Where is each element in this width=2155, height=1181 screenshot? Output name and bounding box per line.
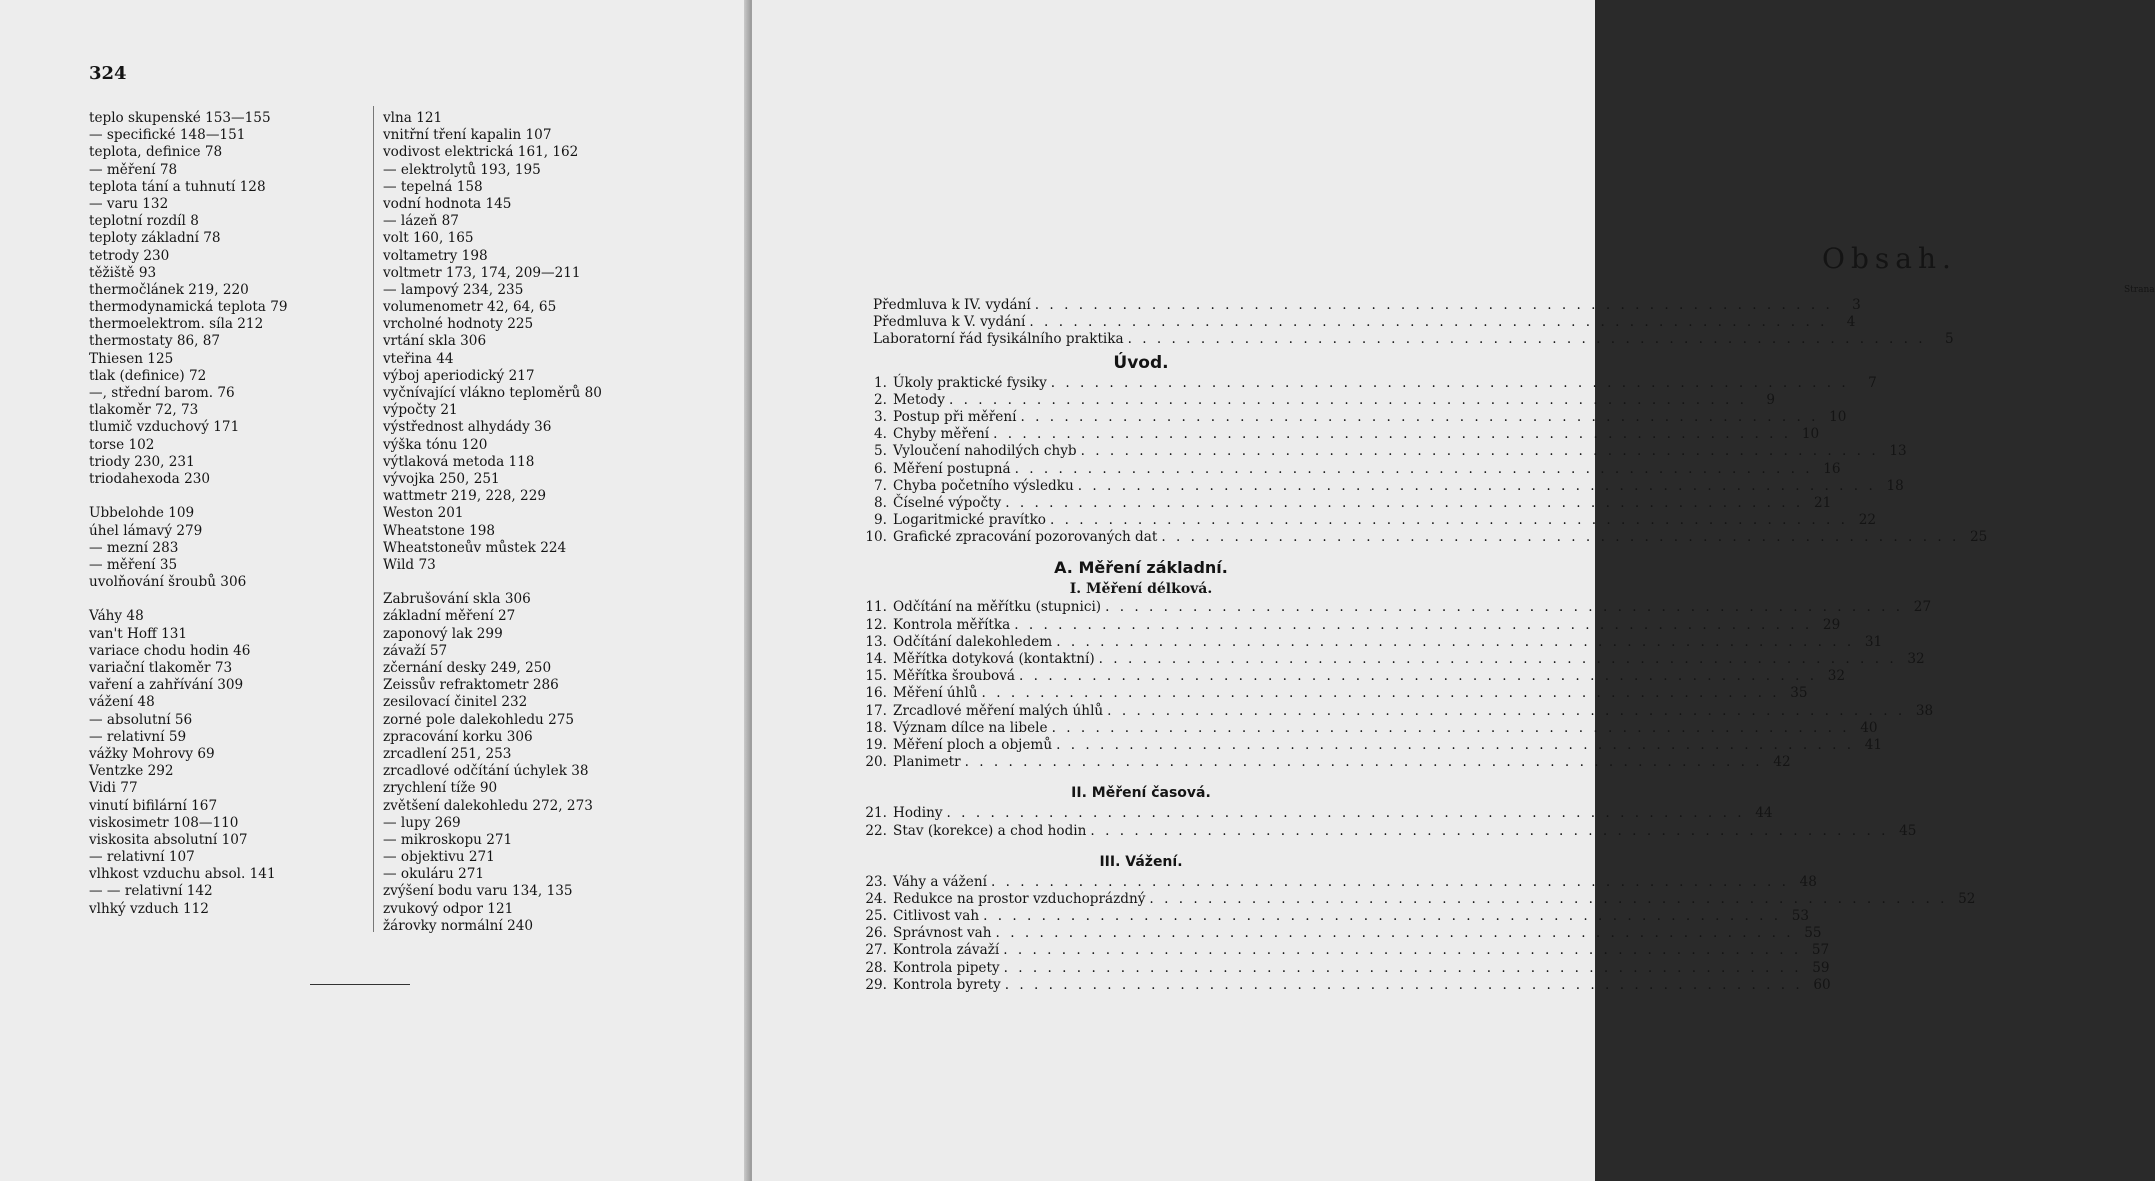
index-entry: — lázeň 87 xyxy=(383,213,459,230)
toc-entry-title: Kontrola pipety xyxy=(893,959,1000,976)
index-entry: voltmetr 173, 174, 209—211 xyxy=(383,264,581,281)
toc-entry xyxy=(861,633,1883,651)
index-entry: tlakoměr 72, 73 xyxy=(89,402,199,419)
toc-entry-page: 9 xyxy=(1766,391,1775,408)
toc-entry xyxy=(861,822,1917,840)
index-entry: triody 230, 231 xyxy=(89,453,195,470)
index-entry: zesilovací činitel 232 xyxy=(383,694,528,711)
dot-leader xyxy=(1149,891,1947,908)
toc-entry-number: 22. xyxy=(865,822,887,839)
toc-entry xyxy=(861,443,1907,460)
toc-entry-number: 9. xyxy=(874,512,887,529)
dot-leader xyxy=(1078,478,1876,495)
toc-entry-page: 29 xyxy=(1822,616,1841,633)
toc-entry-page: 21 xyxy=(1813,494,1832,511)
index-entry: — lupy 269 xyxy=(383,814,461,831)
toc-entry-page: 32 xyxy=(1827,668,1846,685)
toc-entry-page: 18 xyxy=(1886,477,1904,494)
toc-entry-number: 25. xyxy=(865,908,887,925)
toc-entry-page: 40 xyxy=(1860,719,1878,736)
toc-entry-title: Chyba početního výsledku xyxy=(893,477,1074,494)
index-entry: — měření 35 xyxy=(89,556,178,573)
index-entry: variace chodu hodin 46 xyxy=(89,642,251,659)
toc-entry xyxy=(861,890,1976,908)
toc-entry-title: Váhy a vážení xyxy=(893,873,987,890)
toc-entry-page: 7 xyxy=(1868,374,1877,391)
index-entry: — okuláru 271 xyxy=(383,866,485,883)
index-gap xyxy=(89,488,288,505)
toc-entry-number: 21. xyxy=(865,805,887,822)
toc-entry xyxy=(861,460,1841,478)
toc-entry-page: 5 xyxy=(1944,331,1954,348)
index-entry: —, střední barom. 76 xyxy=(89,385,235,401)
toc-entry xyxy=(861,616,1841,634)
toc-entry-page: 45 xyxy=(1899,822,1917,839)
toc-entry xyxy=(861,873,1817,891)
toc-entry-title: Metody xyxy=(893,391,945,408)
toc-entry-title: Postup při měření xyxy=(893,408,1017,425)
toc-entry-number: 24. xyxy=(865,890,887,907)
toc-entry-title: Význam dílce na libele xyxy=(893,719,1048,736)
dot-leader xyxy=(1003,942,1801,959)
index-gap xyxy=(89,591,288,608)
index-entry: vodivost elektrická 161, 162 xyxy=(383,144,579,161)
index-gap xyxy=(383,574,602,591)
toc-entry-page: 35 xyxy=(1790,685,1808,702)
toc-entry-number: 17. xyxy=(865,702,887,719)
index-entry: thermostaty 86, 87 xyxy=(89,333,221,350)
toc-entry-title: Měření úhlů xyxy=(893,685,978,702)
toc-entry xyxy=(861,529,1988,546)
toc-entry-number: 15. xyxy=(865,668,887,685)
index-entry: výstřednost alhydády 36 xyxy=(383,419,552,436)
index-entry: vyčnívající vlákno teploměrů 80 xyxy=(383,385,602,401)
index-entry: vývojka 250, 251 xyxy=(383,470,500,487)
toc-entry-title: Kontrola závaží xyxy=(893,942,1000,959)
index-entry: Váhy 48 xyxy=(89,608,144,625)
toc-entry-title: Redukce na prostor vzduchoprázdný xyxy=(893,890,1146,907)
index-entry: zrcadlové odčítání úchylek 38 xyxy=(383,763,589,780)
dot-leader xyxy=(991,874,1789,891)
toc-entry xyxy=(861,599,1932,616)
index-entry: viskosimetr 108—110 xyxy=(89,814,239,831)
toc-entry-title: Předmluva k V. vydání xyxy=(873,314,1026,331)
index-entry: vrcholné hodnoty 225 xyxy=(383,316,534,333)
dot-leader xyxy=(1105,599,1903,616)
toc-entry-number: 11. xyxy=(865,599,887,616)
index-entry: thermoelektrom. síla 212 xyxy=(89,316,264,333)
index-entry: Ventzke 292 xyxy=(89,763,174,780)
dot-leader xyxy=(1050,512,1848,529)
toc-entry-number: 7. xyxy=(874,477,887,494)
index-entry: teplotní rozdíl 8 xyxy=(89,213,199,230)
toc-entry-title: Logaritmické pravítko xyxy=(893,512,1046,529)
toc-entry xyxy=(861,408,1847,426)
toc-entry xyxy=(861,805,1773,822)
toc-entry xyxy=(861,942,1830,959)
index-entry: zaponový lak 299 xyxy=(383,625,503,642)
toc-entry-title: Kontrola byrety xyxy=(893,976,1001,993)
index-entry: — absolutní 56 xyxy=(89,711,193,728)
toc-entry-title: Citlivost vah xyxy=(893,908,980,925)
index-entry: zrcadlení 251, 253 xyxy=(383,745,512,762)
toc-entry-page: 60 xyxy=(1813,976,1831,993)
dot-leader xyxy=(996,925,1794,942)
dot-leader xyxy=(1015,461,1813,478)
index-entry: — varu 132 xyxy=(89,195,169,212)
left-page-index xyxy=(0,0,752,1181)
toc-entry-page: 22 xyxy=(1858,512,1876,529)
index-entry: vaření a zahřívání 309 xyxy=(89,677,244,694)
toc-entry-title: Měření postupná xyxy=(893,460,1011,477)
index-entry: teplota, definice 78 xyxy=(89,144,223,161)
dot-leader xyxy=(1004,960,1802,977)
index-entry: tlak (definice) 72 xyxy=(89,367,207,384)
toc-entry-page: 3 xyxy=(1852,297,1861,313)
index-entry: výtlaková metoda 118 xyxy=(383,453,535,470)
toc-entry xyxy=(861,736,1883,754)
index-entry: — tepelná 158 xyxy=(383,178,483,195)
toc-entry-page: 10 xyxy=(1829,408,1847,425)
toc-entry-page: 44 xyxy=(1755,805,1773,822)
toc-entry xyxy=(861,331,1954,348)
dot-leader xyxy=(1014,617,1812,634)
toc-entry-number: 20. xyxy=(865,754,887,771)
toc-entry-number: 10. xyxy=(865,529,887,546)
section-heading: II. Měření časová. xyxy=(1071,785,1211,802)
table-of-contents xyxy=(861,297,1988,994)
toc-entry-page: 13 xyxy=(1889,443,1907,460)
index-entry: vážky Mohrovy 69 xyxy=(89,745,215,762)
index-entry: základní měření 27 xyxy=(383,608,516,625)
index-entry: van't Hoff 131 xyxy=(89,625,188,642)
toc-entry-title: Předmluva k IV. vydání xyxy=(873,297,1031,313)
index-entry: torse 102 xyxy=(89,436,155,453)
dot-leader xyxy=(949,392,1747,409)
dot-leader xyxy=(1056,737,1854,754)
index-entry: — mikroskopu 271 xyxy=(383,831,513,848)
dot-leader xyxy=(1005,977,1803,994)
toc-entry xyxy=(861,391,1775,409)
index-entry: Zeissův refraktometr 286 xyxy=(383,677,559,694)
index-entry: Wild 73 xyxy=(383,556,436,573)
index-entry: viskosita absolutní 107 xyxy=(89,831,248,848)
dot-leader xyxy=(1056,634,1854,651)
toc-entry xyxy=(861,685,1808,702)
toc-entry xyxy=(861,374,1877,392)
toc-entry-title: Číselné výpočty xyxy=(893,494,1002,511)
index-entry: — lampový 234, 235 xyxy=(383,281,524,298)
index-entry: — specifické 148—151 xyxy=(89,127,246,144)
index-entry: volumenometr 42, 64, 65 xyxy=(383,299,557,316)
toc-entry xyxy=(861,925,1822,942)
toc-entry-page: 48 xyxy=(1799,873,1817,890)
toc-entry-title: Vyloučení nahodilých chyb xyxy=(893,443,1077,460)
dot-leader xyxy=(1051,375,1849,392)
toc-entry-number: 6. xyxy=(874,460,887,477)
index-entry: — mezní 283 xyxy=(89,539,179,556)
toc-entry-number: 28. xyxy=(865,959,887,976)
toc-entry-page: 55 xyxy=(1804,925,1822,942)
index-entry: vnitřní tření kapalin 107 xyxy=(383,127,552,144)
index-column-2 xyxy=(383,110,602,935)
dot-leader xyxy=(1099,651,1897,668)
toc-entry-page: 4 xyxy=(1846,314,1856,331)
column-divider xyxy=(373,106,374,932)
toc-entry-number: 19. xyxy=(865,736,887,753)
toc-entry xyxy=(861,651,1925,668)
toc-entry-page: 31 xyxy=(1864,633,1883,650)
dot-leader xyxy=(1161,529,1959,546)
page-column-header: Strana xyxy=(2124,285,2155,295)
dot-leader xyxy=(1128,331,1926,348)
toc-entry-number: 1. xyxy=(874,374,887,391)
dot-leader xyxy=(965,754,1763,771)
toc-entry-title: Hodiny xyxy=(893,805,943,822)
index-entry: tetrody 230 xyxy=(89,247,170,264)
dot-leader xyxy=(1090,823,1888,840)
index-entry: zrychlení tíže 90 xyxy=(383,780,498,797)
toc-entry-number: 2. xyxy=(874,391,887,408)
index-entry: teplota tání a tuhnutí 128 xyxy=(89,178,266,195)
index-entry: variační tlakoměr 73 xyxy=(89,660,233,676)
dot-leader xyxy=(1052,720,1850,737)
toc-entry-number: 27. xyxy=(865,942,887,959)
toc-entry-number: 3. xyxy=(874,408,887,425)
index-entry: úhel lámavý 279 xyxy=(89,522,203,539)
index-column-1 xyxy=(89,110,288,918)
toc-entry-number: 12. xyxy=(865,616,887,633)
toc-entry-page: 42 xyxy=(1773,754,1791,771)
index-entry: — — relativní 142 xyxy=(89,883,213,900)
index-entry: — relativní 59 xyxy=(89,728,187,745)
index-entry: vážení 48 xyxy=(89,694,155,711)
index-entry: Ubbelohde 109 xyxy=(89,505,195,522)
index-entry: Zabrušování skla 306 xyxy=(383,591,531,608)
index-entry: vlhký vzduch 112 xyxy=(89,900,209,917)
toc-entry-page: 27 xyxy=(1913,599,1932,616)
index-entry: zvýšení bodu varu 134, 135 xyxy=(383,883,573,900)
toc-entry-number: 16. xyxy=(865,685,887,702)
toc-entry-page: 59 xyxy=(1812,959,1830,976)
toc-entry xyxy=(861,908,1810,925)
index-entry: výpočty 21 xyxy=(383,402,458,419)
dot-leader xyxy=(1081,443,1879,460)
dot-leader xyxy=(993,426,1791,443)
dot-leader xyxy=(947,805,1745,822)
dot-leader xyxy=(1020,409,1818,426)
toc-entry xyxy=(861,719,1878,737)
index-entry: zorné pole dalekohledu 275 xyxy=(383,711,575,728)
section-heading: III. Vážení. xyxy=(1099,853,1183,870)
index-entry: — měření 78 xyxy=(89,161,178,178)
index-entry: Thiesen 125 xyxy=(89,350,174,367)
index-entry: — objektivu 271 xyxy=(383,849,495,866)
footer-rule xyxy=(310,984,410,985)
index-entry: vodní hodnota 145 xyxy=(383,195,512,212)
toc-entry xyxy=(861,976,1831,994)
index-entry: vlhkost vzduchu absol. 141 xyxy=(89,866,276,883)
toc-entry-title: Úkoly praktické fysiky xyxy=(893,374,1047,391)
toc-entry-page: 52 xyxy=(1958,890,1976,907)
toc-entry-number: 8. xyxy=(874,494,887,511)
page-number: 324 xyxy=(89,63,127,84)
index-entry: Wheatstone 198 xyxy=(383,522,496,539)
toc-entry-title: Stav (korekce) a chod hodin xyxy=(893,822,1087,839)
section-heading-uvod: Úvod. xyxy=(1113,352,1169,373)
index-entry: — relativní 107 xyxy=(89,849,195,866)
toc-entry-title: Grafické zpracování pozorovaných dat xyxy=(893,529,1158,546)
toc-entry-page: 57 xyxy=(1811,942,1830,959)
toc-entry xyxy=(861,959,1830,977)
toc-entry xyxy=(861,426,1820,443)
index-entry: teploty základní 78 xyxy=(89,230,221,247)
index-entry: uvolňování šroubů 306 xyxy=(89,574,247,591)
index-entry: výška tónu 120 xyxy=(383,436,488,453)
toc-entry-title: Laboratorní řád fysikálního praktika xyxy=(873,331,1124,348)
toc-entry-page: 32 xyxy=(1907,651,1925,667)
dot-leader xyxy=(1005,495,1803,512)
toc-entry-number: 14. xyxy=(865,651,887,667)
index-entry: Vidi 77 xyxy=(89,780,138,797)
toc-entry-title: Chyby měření xyxy=(893,426,990,443)
toc-entry-page: 41 xyxy=(1864,736,1883,753)
index-entry: závaží 57 xyxy=(383,642,448,659)
index-entry: — elektrolytů 193, 195 xyxy=(383,161,541,178)
toc-entry-title: Kontrola měřítka xyxy=(893,616,1011,633)
section-heading: I. Měření délková. xyxy=(1069,581,1213,598)
index-entry: tlumič vzduchový 171 xyxy=(89,419,240,436)
index-entry: zpracování korku 306 xyxy=(383,728,533,745)
index-entry: Wheatstoneův můstek 224 xyxy=(383,539,567,556)
index-entry: žárovky normální 240 xyxy=(383,917,534,934)
toc-entry-number: 13. xyxy=(865,633,887,650)
toc-entry-page: 53 xyxy=(1791,908,1810,925)
index-entry: vteřina 44 xyxy=(383,350,454,367)
toc-entry-title: Planimetr xyxy=(893,754,961,771)
index-entry: wattmetr 219, 228, 229 xyxy=(383,488,547,505)
toc-entry-page: 38 xyxy=(1915,702,1934,719)
toc-entry-number: 4. xyxy=(874,426,887,443)
index-entry: teplo skupenské 153—155 xyxy=(89,110,271,126)
index-entry: vlna 121 xyxy=(383,110,443,126)
toc-entry-number: 18. xyxy=(865,719,887,736)
toc-entry-title: Měření ploch a objemů xyxy=(893,736,1053,753)
toc-title: Obsah. xyxy=(1822,242,1957,275)
toc-entry-title: Zrcadlové měření malých úhlů xyxy=(893,702,1104,719)
toc-entry-number: 26. xyxy=(865,925,887,942)
toc-entry xyxy=(861,512,1876,529)
index-entry: triodahexoda 230 xyxy=(89,470,211,487)
toc-entry-page: 10 xyxy=(1801,426,1820,443)
index-entry: zvukový odpor 121 xyxy=(383,900,514,917)
index-entry: zvětšení dalekohledu 272, 273 xyxy=(383,797,593,814)
index-entry: těžiště 93 xyxy=(89,264,157,281)
index-entry: voltametry 198 xyxy=(383,247,488,264)
index-entry: thermodynamická teplota 79 xyxy=(89,299,288,316)
toc-entry xyxy=(861,297,1861,314)
dot-leader xyxy=(1019,668,1817,685)
toc-entry-title: Správnost vah xyxy=(893,925,992,942)
toc-entry xyxy=(861,702,1934,720)
toc-entry-page: 25 xyxy=(1970,529,1988,546)
dot-leader xyxy=(1107,703,1905,720)
index-entry: výboj aperiodický 217 xyxy=(383,367,535,384)
part-heading: A. Měření základní. xyxy=(1054,558,1228,578)
toc-entry-number: 23. xyxy=(865,873,887,890)
dot-leader xyxy=(982,685,1780,702)
index-entry: thermočlánek 219, 220 xyxy=(89,281,249,298)
index-entry: vinutí bifilární 167 xyxy=(89,797,218,814)
toc-entry xyxy=(861,754,1791,771)
toc-entry-title: Odčítání na měřítku (stupnici) xyxy=(893,599,1102,616)
toc-entry xyxy=(861,314,1856,331)
index-entry: volt 160, 165 xyxy=(383,230,474,247)
toc-entry-title: Odčítání dalekohledem xyxy=(893,633,1053,650)
toc-entry xyxy=(861,668,1846,685)
toc-entry xyxy=(861,494,1832,512)
toc-entry-page: 16 xyxy=(1823,460,1841,477)
index-entry: vrtání skla 306 xyxy=(383,333,487,350)
dot-leader xyxy=(1035,297,1833,314)
toc-entry-number: 5. xyxy=(874,443,887,460)
toc-entry xyxy=(861,477,1904,495)
index-entry: zčernání desky 249, 250 xyxy=(383,660,552,676)
toc-entry-title: Měřítka šroubová xyxy=(893,668,1016,685)
index-entry: Weston 201 xyxy=(383,505,464,522)
dot-leader xyxy=(983,908,1781,925)
dot-leader xyxy=(1029,314,1827,331)
toc-entry-number: 29. xyxy=(865,976,887,993)
toc-entry-title: Měřítka dotyková (kontaktní) xyxy=(893,651,1095,667)
